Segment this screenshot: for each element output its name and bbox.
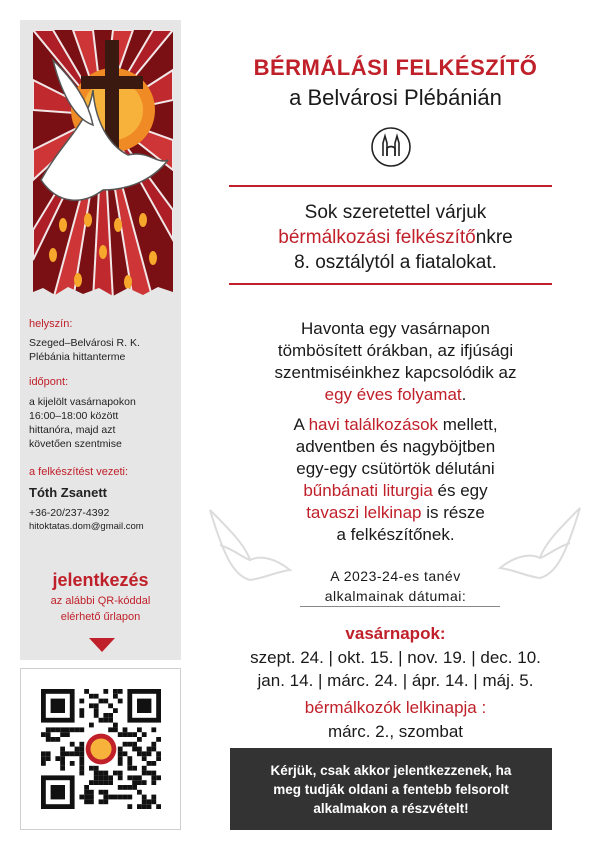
dates-divider: [300, 606, 500, 607]
signup-title: jelentkezés: [52, 570, 149, 590]
notice-line2: meg tudják oldani a fentebb felsorolt: [273, 781, 509, 797]
retreat-block: [190, 698, 601, 742]
invite-line1: Sok szeretettel várjuk: [304, 202, 487, 223]
page-title: BÉRMÁLÁSI FELKÉSZÍTŐ: [253, 55, 538, 80]
time-label: időpont:: [29, 376, 69, 388]
location-label: helyszín:: [29, 318, 73, 330]
page-subtitle: a Belvárosi Plébánián: [289, 85, 502, 110]
invite-block: [190, 200, 601, 275]
notice-line1: Kérjük, csak akkor jelentkezzenek, ha: [270, 762, 512, 778]
church-logo-icon: [370, 126, 412, 168]
signup-line2: elérhető űrlapon: [60, 611, 141, 623]
retreat-date: márc. 2., szombat: [327, 722, 464, 741]
invite-line2: bérmálkozási felkészítőnkre: [278, 227, 513, 248]
signup-line1: az alábbi QR-kóddal: [50, 595, 151, 607]
leader-email: hitoktatas.dom@gmail.com: [29, 521, 144, 532]
down-arrow-icon: [89, 638, 115, 652]
paragraph-2: A havi találkozások mellett, adventben és nagyböjtben egy-egy csütörtök délutáni bűnbánati liturgia és egy tavaszi lelkinap is része a felkészítőnek.: [293, 415, 498, 544]
sundays-row2: jan. 14. | márc. 24. | ápr. 14. | máj. 5.: [257, 671, 534, 690]
notice-box: [230, 748, 552, 830]
retreat-label: bérmálkozók lelkinapja :: [304, 698, 487, 717]
title-block: [190, 55, 601, 111]
qr-code-box[interactable]: [20, 668, 181, 830]
sundays-row1: szept. 24. | okt. 15. | nov. 19. | dec. 10.: [250, 648, 541, 667]
notice-line3: alkalmakon a részvételt!: [313, 800, 469, 816]
signup-block: [20, 570, 181, 625]
invite-line3: 8. osztálytól a fiatalokat.: [294, 252, 497, 273]
divider-bottom: [229, 283, 552, 285]
leader-phone: +36-20/237-4392: [29, 507, 110, 519]
qr-code[interactable]: [41, 689, 161, 809]
dates-heading: A 2023-24-es tanév alkalmainak dátumai:: [324, 568, 467, 604]
paragraph-1: Havonta egy vasárnapon tömbösített órákban, az ifjúsági szentmiséinkhez kapcsolódik az egy éves folyamat.: [274, 319, 517, 404]
divider-top: [229, 185, 552, 187]
location-text: Szeged–Belvárosi R. K. Plébánia hittanterme: [29, 337, 140, 363]
leader-label: a felkészítést vezeti:: [29, 466, 129, 478]
leader-name: Tóth Zsanett: [29, 485, 107, 500]
dove-cross-artwork: [33, 30, 173, 300]
sundays-block: [190, 624, 601, 692]
sundays-label: vasárnapok:: [345, 624, 446, 643]
time-text: a kijelölt vasárnapokon 16:00–18:00 között hittanóra, majd azt követően szentmise: [29, 396, 136, 450]
